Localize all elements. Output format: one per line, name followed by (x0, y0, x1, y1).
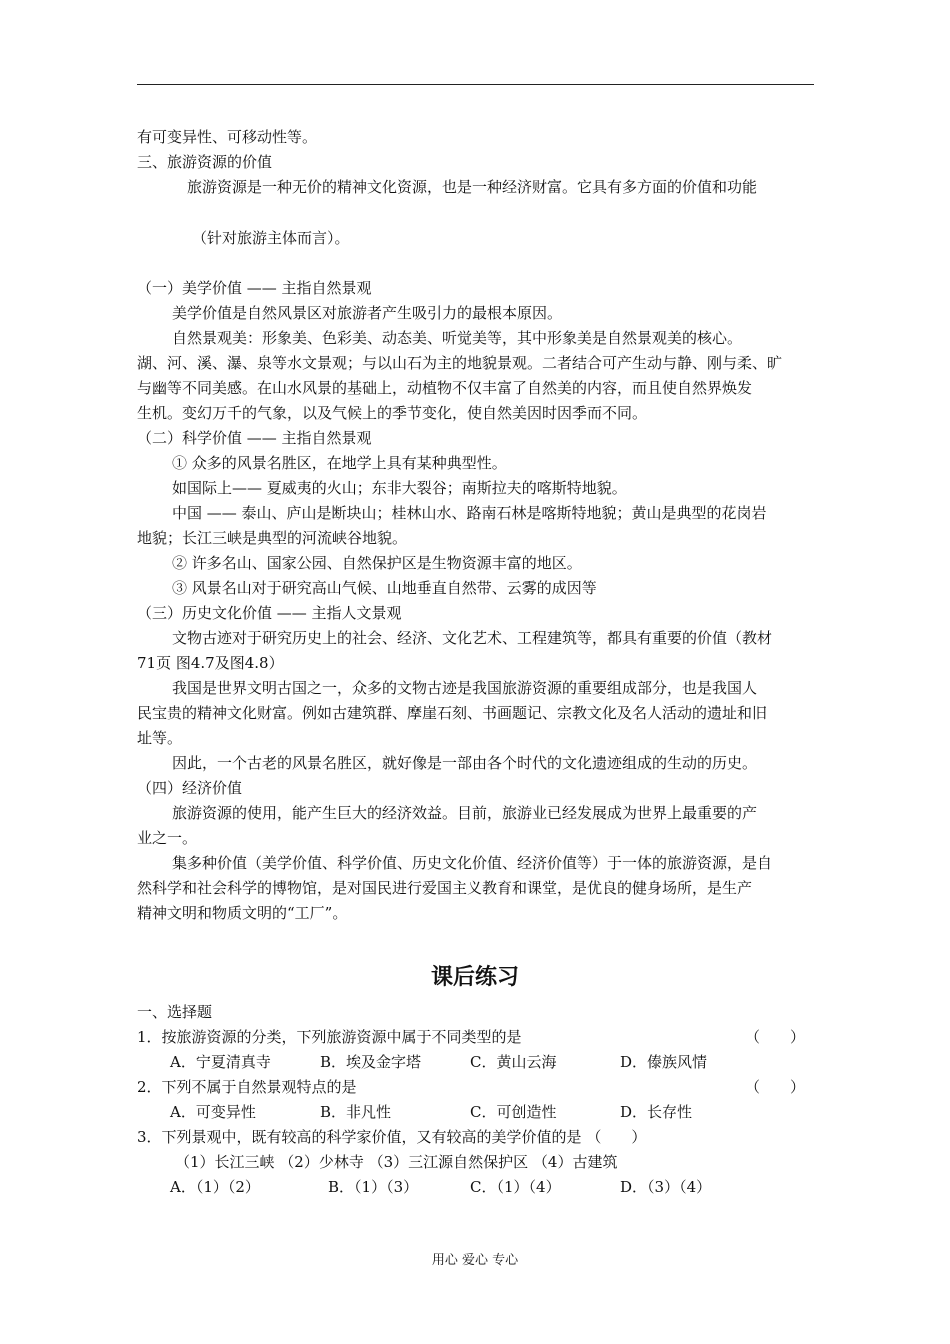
text-line: 自然景观美：形象美、色彩美、动态美、听觉美等，其中形象美是自然景观美的核心。 (172, 329, 743, 347)
q3-option-b: B．（1）（3） (328, 1178, 419, 1196)
text-line: 中国 —— 泰山、庐山是断块山；桂林山水、路南石林是喀斯特地貌；黄山是典型的花岗岩 (172, 504, 767, 522)
text-line: 旅游资源的使用，能产生巨大的经济效益。目前，旅游业已经发展成为世界上最重要的产 (172, 804, 758, 822)
exercise-section: 一、选择题 (137, 1003, 213, 1021)
q2-option-b: B．非凡性 (320, 1103, 392, 1121)
text-line: 业之一。 (137, 829, 198, 847)
question-1: 1．按旅游资源的分类，下列旅游资源中属于不同类型的是 (137, 1028, 522, 1046)
q3-items: （1）长江三峡 （2）少林寺 （3）三江源自然保护区 （4）古建筑 (175, 1153, 618, 1171)
q2-option-d: D．长存性 (620, 1103, 693, 1121)
subsection-heading: （三）历史文化价值 —— 主指人文景观 (137, 604, 402, 622)
exercise-title: 课后练习 (430, 965, 519, 990)
q3-option-d: D．（3）（4） (620, 1178, 712, 1196)
text-line: 旅游资源是一种无价的精神文化资源，也是一种经济财富。它具有多方面的价值和功能 (187, 178, 758, 196)
section-heading: 三、旅游资源的价值 (137, 153, 273, 171)
text-line: 然科学和社会科学的博物馆，是对国民进行爱国主义教育和课堂，是优良的健身场所，是生产 (137, 879, 753, 897)
text-line: 如国际上—— 夏威夷的火山；东非大裂谷；南斯拉夫的喀斯特地貌。 (172, 479, 627, 497)
text-line: 精神文明和物质文明的“工厂”。 (137, 904, 348, 922)
text-line: ① 众多的风景名胜区，在地学上具有某种典型性。 (172, 454, 507, 472)
q2-option-a: A．可变异性 (170, 1103, 256, 1121)
answer-blank-2: （ ） (745, 1078, 806, 1096)
text-line: 生机。变幻万千的气象，以及气候上的季节变化，使自然美因时因季而不同。 (137, 404, 648, 422)
q1-option-a: A．宁夏清真寺 (170, 1053, 271, 1071)
text-line: 址等。 (137, 729, 183, 747)
q1-option-b: B．埃及金字塔 (320, 1053, 422, 1071)
text-line: （针对旅游主体而言）。 (192, 229, 350, 247)
text-line: 文物古迹对于研究历史上的社会、经济、文化艺术、工程建筑等，都具有重要的价值（教材 (172, 629, 773, 647)
text-line: ③ 风景名山对于研究高山气候、山地垂直自然带、云雾的成因等 (172, 579, 597, 597)
text-line: 71页 图4.7及图4.8） (137, 654, 284, 672)
answer-blank-1: （ ） (745, 1028, 806, 1046)
text-line: ② 许多名山、国家公园、自然保护区是生物资源丰富的地区。 (172, 554, 582, 572)
text-line: 美学价值是自然风景区对旅游者产生吸引力的最根本原因。 (172, 304, 563, 322)
text-line: 与幽等不同美感。在山水风景的基础上，动植物不仅丰富了自然美的内容，而且使自然界焕发 (137, 379, 753, 397)
subsection-heading: （二）科学价值 —— 主指自然景观 (137, 429, 372, 447)
subsection-heading: （一）美学价值 —— 主指自然景观 (137, 279, 372, 297)
text-line: 有可变异性、可移动性等。 (137, 128, 318, 146)
header-rule (137, 84, 814, 85)
q3-option-a: A．（1）（2） (170, 1178, 260, 1196)
question-2: 2．下列不属于自然景观特点的是 (137, 1078, 357, 1096)
q1-option-c: C．黄山云海 (470, 1053, 557, 1071)
text-line: 集多种价值（美学价值、科学价值、历史文化价值、经济价值等）于一体的旅游资源，是自 (172, 854, 773, 872)
text-line: 民宝贵的精神文化财富。例如古建筑群、摩崖石刻、书画题记、宗教文化及名人活动的遗址和旧 (137, 704, 768, 722)
q1-option-d: D．傣族风情 (620, 1053, 708, 1071)
text-line: 因此，一个古老的风景名胜区，就好像是一部由各个时代的文化遗迹组成的生动的历史。 (172, 754, 758, 772)
question-3: 3．下列景观中，既有较高的科学家价值，又有较高的美学价值的是 （ ） (137, 1128, 647, 1146)
text-line: 湖、河、溪、瀑、泉等水文景观；与以山石为主的地貌景观。二者结合可产生动与静、刚与柔、旷 (137, 354, 783, 372)
text-line: 地貌；长江三峡是典型的河流峡谷地貌。 (137, 529, 408, 547)
q3-option-c: C．（1）（4） (470, 1178, 561, 1196)
subsection-heading: （四）经济价值 (137, 779, 243, 797)
q2-option-c: C．可创造性 (470, 1103, 557, 1121)
text-line: 我国是世界文明古国之一，众多的文物古迹是我国旅游资源的重要组成部分，也是我国人 (172, 679, 758, 697)
page-footer: 用心 爱心 专心 (431, 1253, 519, 1268)
